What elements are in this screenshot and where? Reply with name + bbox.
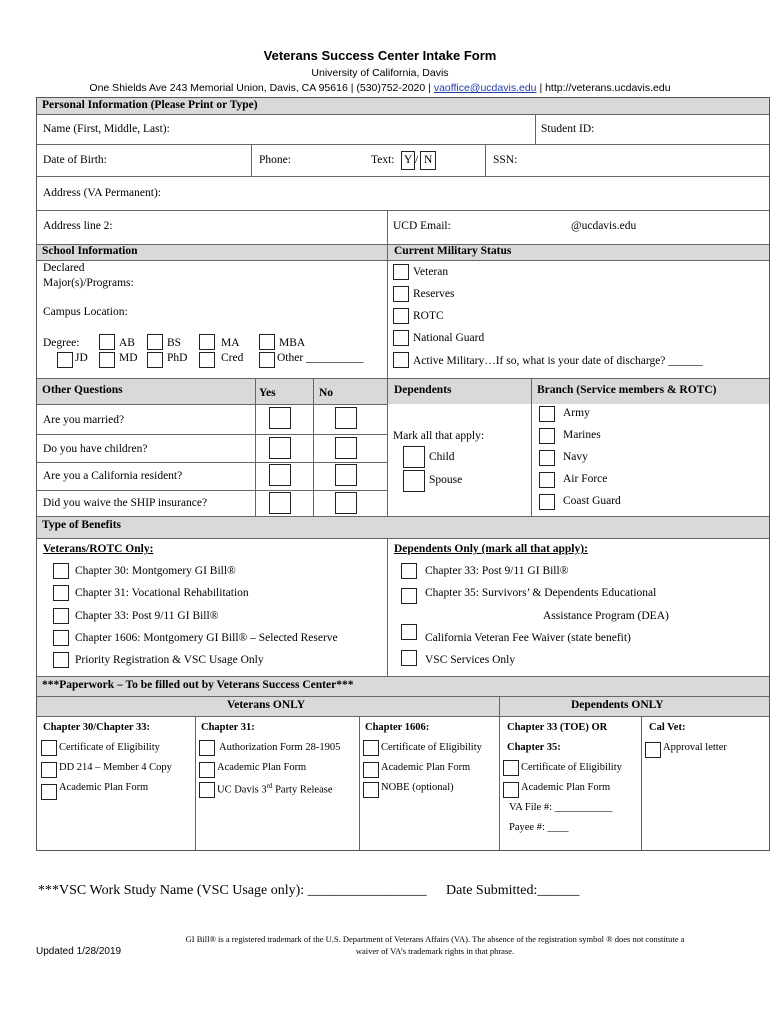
text-slash: / (415, 154, 419, 166)
ucd-email-label: UCD Email: (393, 220, 451, 232)
dep-chapter33-label: Chapter 33: Post 9/11 GI Bill® (425, 565, 569, 577)
ch30-33-header: Chapter 30/Chapter 33: (43, 722, 150, 733)
veterans-rotc-heading: Veterans/ROTC Only: (43, 543, 154, 555)
degree-cred-checkbox[interactable] (199, 352, 215, 368)
school-info-heading: School Information (42, 245, 138, 257)
active-military-label: Active Military…If so, what is your date of discharge? ______ (413, 355, 703, 367)
married-no-checkbox[interactable] (335, 407, 357, 429)
priority-registration-checkbox[interactable] (53, 652, 69, 668)
army-label: Army (563, 407, 590, 419)
coast-guard-checkbox[interactable] (539, 494, 555, 510)
benefits-header-bg (37, 516, 769, 538)
c1-dd214-checkbox[interactable] (41, 762, 57, 778)
degree-jd-checkbox[interactable] (57, 352, 73, 368)
c5-approval-label: Approval letter (663, 742, 727, 753)
address-label: Address (VA Permanent): (43, 187, 161, 199)
name-label: Name (First, Middle, Last): (43, 123, 170, 135)
ship-question: Did you waive the SHIP insurance? (43, 497, 208, 509)
dependents-heading: Dependents (394, 384, 452, 396)
c1-dd214-label: DD 214 – Member 4 Copy (59, 762, 172, 773)
vsc-services-label: VSC Services Only (425, 654, 516, 666)
veterans-only-header: Veterans ONLY (227, 699, 306, 711)
degree-ab-label: AB (119, 337, 135, 349)
resident-no-checkbox[interactable] (335, 464, 357, 486)
degree-phd-label: PhD (167, 352, 188, 364)
date-submitted-field[interactable]: Date Submitted:______ (446, 883, 580, 898)
chapter33-checkbox[interactable] (53, 608, 69, 624)
dep-chapter35-label-cont: Assistance Program (DEA) (543, 610, 669, 622)
dependents-only-header: Dependents ONLY (571, 699, 664, 711)
student-id-label: Student ID: (541, 123, 595, 135)
payee-field[interactable]: Payee #: ____ (509, 822, 569, 833)
trademark-notice-1: GI Bill® is a registered trademark of the U.S. Department of Veterans Affairs (VA). The absence of the registration symbol ® does not constitute a (185, 934, 685, 944)
degree-mba-label: MBA (279, 337, 306, 349)
intake-form (36, 97, 770, 851)
ship-yes-checkbox[interactable] (269, 492, 291, 514)
national-guard-label: National Guard (413, 332, 485, 344)
contact-line (0, 82, 760, 94)
dep-chapter35-label: Chapter 35: Survivors’ & Dependents Educational (425, 587, 657, 599)
c3-academic-plan-label: Academic Plan Form (381, 762, 471, 773)
degree-ab-checkbox[interactable] (99, 334, 115, 350)
c2-party-release-checkbox[interactable] (199, 782, 215, 798)
degree-cred-label: Cred (221, 352, 244, 364)
c4-academic-plan-label: Academic Plan Form (521, 782, 611, 793)
dependents-only-heading: Dependents Only (mark all that apply): (394, 543, 588, 555)
child-label: Child (429, 451, 455, 463)
children-yes-checkbox[interactable] (269, 437, 291, 459)
yes-column-header: Yes (259, 387, 276, 399)
c3-coe-label: Certificate of Eligibility (381, 742, 482, 753)
c5-approval-checkbox[interactable] (645, 742, 661, 758)
degree-md-checkbox[interactable] (99, 352, 115, 368)
other-questions-heading: Other Questions (42, 384, 123, 396)
institution-name: University of California, Davis (311, 67, 449, 79)
va-file-field[interactable]: VA File #: ___________ (509, 802, 613, 813)
ch1606-header: Chapter 1606: (365, 722, 430, 733)
c3-nobe-label: NOBE (optional) (381, 782, 454, 793)
cal-vet-header: Cal Vet: (649, 722, 686, 733)
text-label: Text: (371, 154, 395, 166)
trademark-notice-2: waiver of VA’s trademark rights in that phrase. (355, 946, 515, 956)
coast-guard-label: Coast Guard (563, 495, 621, 507)
veteran-label: Veteran (413, 266, 449, 278)
c1-coe-label: Certificate of Eligibility (59, 742, 160, 753)
c3-coe-checkbox[interactable] (363, 740, 379, 756)
rotc-label: ROTC (413, 310, 444, 322)
chapter31-label: Chapter 31: Vocational Rehabilitation (75, 587, 249, 599)
ssn-label: SSN: (493, 154, 518, 166)
degree-ma-label: MA (221, 337, 240, 349)
ship-no-checkbox[interactable] (335, 492, 357, 514)
benefits-heading: Type of Benefits (42, 519, 122, 531)
declared-label: Declared (43, 262, 85, 274)
work-study-field[interactable]: ***VSC Work Study Name (VSC Usage only): _________________ (38, 883, 427, 898)
priority-registration-label: Priority Registration & VSC Usage Only (75, 654, 264, 666)
ch33-toe-header: Chapter 33 (TOE) OR (507, 722, 608, 733)
national-guard-checkbox[interactable] (393, 330, 409, 346)
contact-address: One Shields Ave 243 Memorial Union, Davis, CA 95616 | (530)752-2020 | (89, 82, 431, 94)
chapter30-checkbox[interactable] (53, 563, 69, 579)
ch35-header: Chapter 35: (507, 742, 561, 753)
updated-date: Updated 1/28/2019 (36, 946, 122, 957)
active-military-checkbox[interactable] (393, 352, 409, 368)
degree-phd-checkbox[interactable] (147, 352, 163, 368)
vsc-services-checkbox[interactable] (401, 650, 417, 666)
spouse-label: Spouse (429, 474, 463, 486)
degree-other-checkbox[interactable] (259, 352, 275, 368)
text-yes-option[interactable]: Y (401, 151, 415, 170)
c2-party-release-label: UC Davis 3rd Party Release (217, 782, 333, 796)
c1-academic-plan-checkbox[interactable] (41, 784, 57, 800)
ucd-domain: @ucdavis.edu (571, 220, 637, 232)
dep-chapter33-checkbox[interactable] (401, 563, 417, 579)
marines-checkbox[interactable] (539, 428, 555, 444)
form-title: Veterans Success Center Intake Form (263, 48, 497, 63)
married-yes-checkbox[interactable] (269, 407, 291, 429)
c4-academic-plan-checkbox[interactable] (503, 782, 519, 798)
contact-email-link[interactable]: vaoffice@ucdavis.edu (433, 82, 537, 94)
c3-nobe-checkbox[interactable] (363, 782, 379, 798)
c4-coe-checkbox[interactable] (503, 760, 519, 776)
address2-label: Address line 2: (43, 220, 113, 232)
c1-academic-plan-label: Academic Plan Form (59, 782, 149, 793)
resident-question: Are you a California resident? (43, 470, 183, 482)
degree-jd-label: JD (75, 352, 88, 364)
navy-label: Navy (563, 451, 588, 463)
veteran-checkbox[interactable] (393, 264, 409, 280)
degree-label: Degree: (43, 337, 80, 349)
c4-coe-label: Certificate of Eligibility (521, 762, 622, 773)
degree-bs-label: BS (167, 337, 182, 349)
marines-label: Marines (563, 429, 601, 441)
fee-waiver-checkbox[interactable] (401, 624, 417, 640)
branch-heading: Branch (Service members & ROTC) (537, 384, 717, 396)
chapter1606-label: Chapter 1606: Montgomery GI Bill® – Selected Reserve (75, 632, 338, 644)
paperwork-heading: ***Paperwork – To be filled out by Veterans Success Center*** (42, 679, 354, 691)
air-force-label: Air Force (563, 473, 608, 485)
degree-other-label: Other __________ (277, 352, 364, 364)
resident-yes-checkbox[interactable] (269, 464, 291, 486)
campus-label: Campus Location: (43, 306, 128, 318)
degree-md-label: MD (119, 352, 138, 364)
army-checkbox[interactable] (539, 406, 555, 422)
navy-checkbox[interactable] (539, 450, 555, 466)
fee-waiver-label: California Veteran Fee Waiver (state benefit) (425, 632, 631, 644)
c1-coe-checkbox[interactable] (41, 740, 57, 756)
c2-academic-plan-checkbox[interactable] (199, 762, 215, 778)
spouse-checkbox[interactable] (403, 470, 425, 492)
text-no-option[interactable]: N (420, 151, 436, 170)
c2-academic-plan-label: Academic Plan Form (217, 762, 307, 773)
chapter30-label: Chapter 30: Montgomery GI Bill® (75, 565, 236, 577)
children-no-checkbox[interactable] (335, 437, 357, 459)
dep-chapter35-checkbox[interactable] (401, 588, 417, 604)
reserves-label: Reserves (413, 288, 455, 300)
mark-all-label: Mark all that apply: (393, 430, 485, 442)
chapter1606-checkbox[interactable] (53, 630, 69, 646)
reserves-checkbox[interactable] (393, 286, 409, 302)
c3-academic-plan-checkbox[interactable] (363, 762, 379, 778)
dob-label: Date of Birth: (43, 154, 107, 166)
chapter31-checkbox[interactable] (53, 585, 69, 601)
air-force-checkbox[interactable] (539, 472, 555, 488)
personal-info-heading: Personal Information (Please Print or Type) (42, 99, 258, 111)
majors-label: Major(s)/Programs: (43, 277, 134, 289)
degree-ma-checkbox[interactable] (199, 334, 215, 350)
contact-website: | http://veterans.ucdavis.edu (539, 82, 671, 94)
chapter33-label: Chapter 33: Post 9/11 GI Bill® (75, 610, 219, 622)
phone-label: Phone: (259, 154, 291, 166)
child-checkbox[interactable] (403, 446, 425, 468)
married-question: Are you married? (43, 414, 125, 426)
ch31-header: Chapter 31: (201, 722, 255, 733)
c2-authorization-label: Authorization Form 28-1905 (219, 742, 341, 753)
degree-mba-checkbox[interactable] (259, 334, 275, 350)
c2-authorization-checkbox[interactable] (199, 740, 215, 756)
children-question: Do you have children? (43, 443, 148, 455)
rotc-checkbox[interactable] (393, 308, 409, 324)
military-status-heading: Current Military Status (394, 245, 512, 257)
no-column-header: No (319, 387, 334, 399)
degree-bs-checkbox[interactable] (147, 334, 163, 350)
